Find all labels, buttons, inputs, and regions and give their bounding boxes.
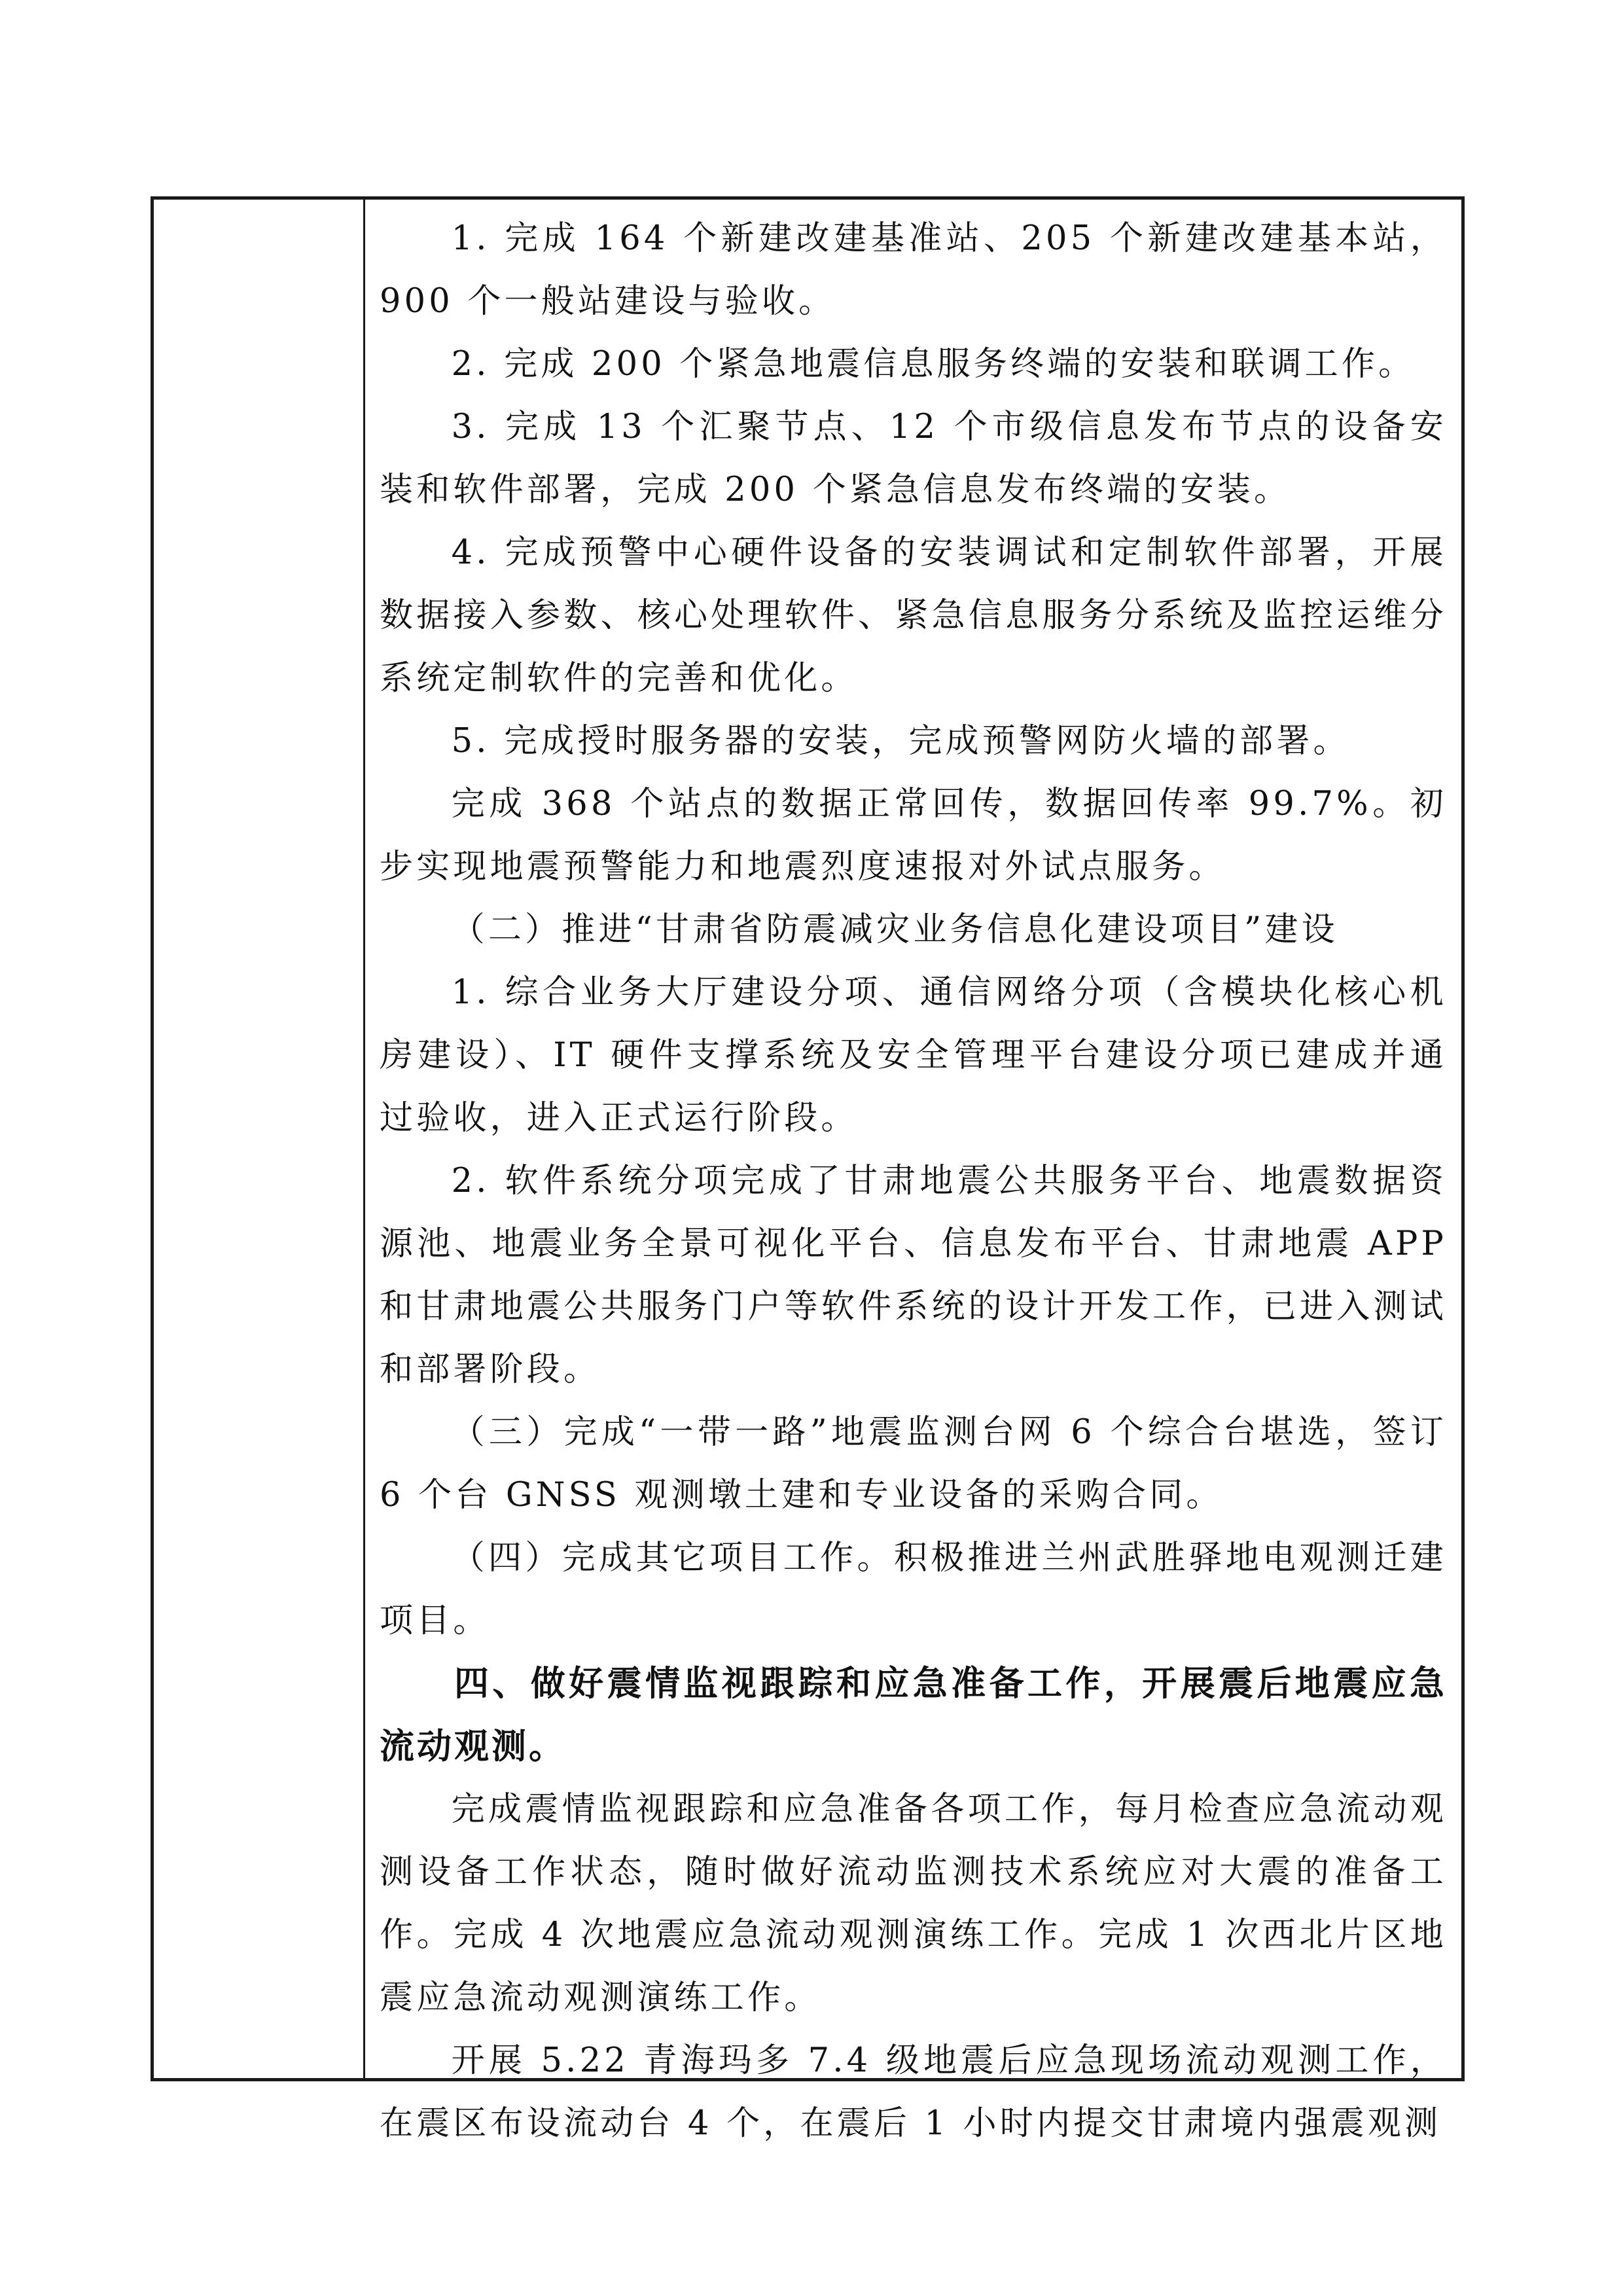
form-table (151, 196, 1465, 2143)
paragraph: 4. 完成预警中心硬件设备的安装调试和定制软件部署，开展数据接入参数、核心处理软件、紧急信息服务分系统及监控运维分系统定制软件的完善和优化。 (380, 533, 1447, 698)
paragraph: （三）完成“一带一路”地震监测台网 6 个综合台堪选，签订 6 个台 GNSS 观测墩土建和专业设备的采购合同。 (380, 1413, 1447, 1515)
paragraph: 开展 5.22 青海玛多 7.4 级地震后应急现场流动观测工作，在震区布设流动台 4 个，在震后 1 小时内提交甘肃境内强震观测 (380, 2041, 1447, 2143)
content-cell (366, 207, 1461, 2143)
paragraph: 2. 完成 200 个紧急地震信息服务终端的安装和联调工作。 (451, 345, 1416, 384)
paragraph: 3. 完成 13 个汇聚节点、12 个市级信息发布节点的设备安装和软件部署，完成 200 个紧急信息发布终端的安装。 (380, 408, 1447, 509)
paragraph: 1. 完成 164 个新建改建基准站、205 个新建改建基本站，900 个一般站建设与验收。 (380, 219, 1447, 321)
section-heading: 四、做好震情监视跟踪和应急准备工作，开展震后地震应急流动观测。 (380, 1664, 1447, 1767)
paragraph: 完成震情监视跟踪和应急准备各项工作，每月检查应急流动观测设备工作状态，随时做好流动监测技术系统应对大震的准备工作。完成 4 次地震应急流动观测演练工作。完成 1 次西北片区地震应急流动观测演练工作。 (380, 1790, 1447, 2017)
section-subheading: （二）推进“甘肃省防震减灾业务信息化建设项目”建设 (451, 910, 1338, 949)
paragraph: 完成 368 个站点的数据正常回传，数据回传率 99.7%。初步实现地震预警能力和地震烈度速报对外试点服务。 (380, 785, 1447, 886)
paragraph: 2. 软件系统分项完成了甘肃地震公共服务平台、地震数据资源池、地震业务全景可视化平台、信息发布平台、甘肃地震 APP 和甘肃地震公共服务门户等软件系统的设计开发工作，已进入测试和部署阶段。 (380, 1162, 1447, 1389)
paragraph: 1. 综合业务大厅建设分项、通信网络分项（含模块化核心机房建设）、IT 硬件支撑系统及安全管理平台建设分项已建成并通过验收，进入正式运行阶段。 (380, 973, 1447, 1138)
column-divider (363, 200, 365, 2078)
paragraph: （四）完成其它项目工作。积极推进兰州武胜驿地电观测迁建项目。 (380, 1539, 1447, 1640)
paragraph: 5. 完成授时服务器的安装，完成预警网防火墙的部署。 (451, 722, 1350, 761)
